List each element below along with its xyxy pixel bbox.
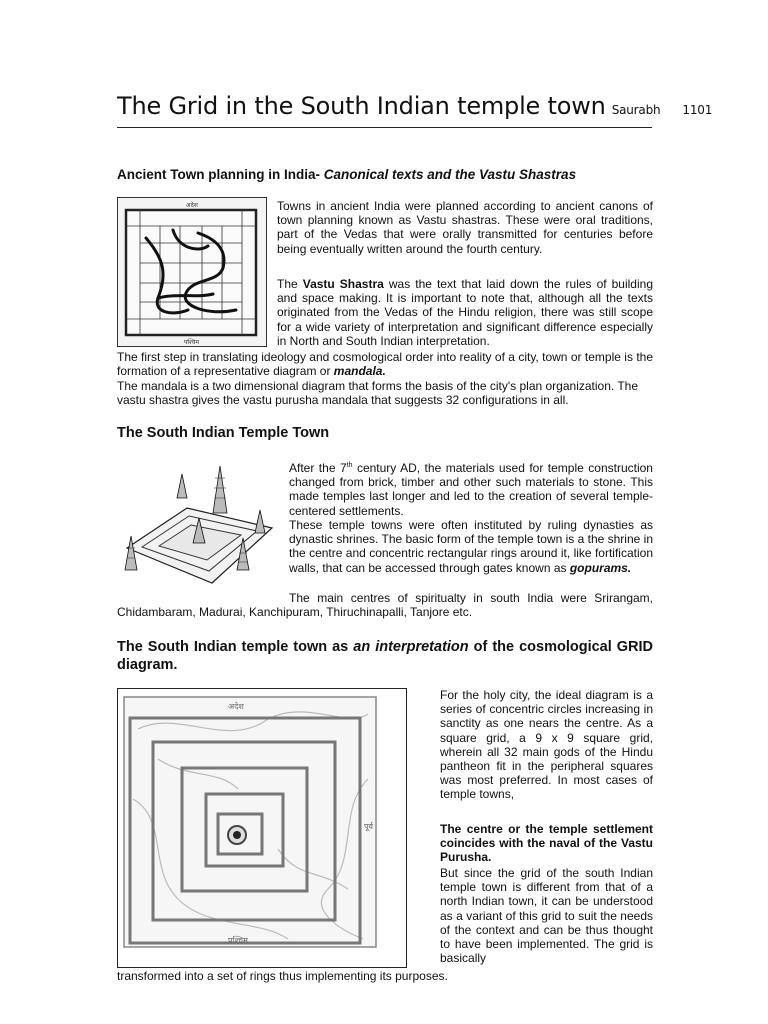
section3-para3-continued: transformed into a set of rings thus implementing its purposes.	[117, 969, 448, 983]
mandala-sketch-drawing	[118, 198, 266, 346]
section3-heading: The South Indian temple town as an interpretation of the cosmological GRID diagram.	[117, 639, 654, 673]
svg-text:अदेश: अदेश	[186, 202, 198, 209]
section3-para3: But since the grid of the south Indian temple town is different from that of a north Indian town, it can be understood as a variant of this grid to suit the needs of the context and can be thus thought to have been implemented. The grid is basically	[440, 866, 653, 966]
section3-para2: The centre or the temple settlement coincides with the naval of the Vastu Purusha.	[440, 822, 653, 865]
author-name: Saurabh	[611, 103, 661, 117]
page-title	[117, 92, 712, 120]
svg-text:पूर्व: पूर्व	[364, 822, 373, 831]
mandala-sketch-figure	[117, 197, 267, 347]
section3-para1: For the holy city, the ideal diagram is a series of concentric circles increasing in sanctity as one nears the centre. As a square grid, a 9 x 9 square grid, wherein all 32 main gods of the Hindu pantheon fit in the peripheral squares was most preferred. In most cases of temple towns,	[440, 688, 653, 802]
temple-town-drawing	[117, 458, 277, 596]
section1-para1: Towns in ancient India were planned according to ancient canons of town planning known as Vastu shastras. These were oral traditions, part of the Vedas that were orally transmitted for centuries before being eventually written around the fourth century.	[277, 199, 653, 256]
section1-para4: The mandala is a two dimensional diagram that forms the basis of the city's plan organization. The vastu shastra gives the vastu purusha mandala that suggests 32 configurations in all.	[117, 379, 639, 408]
section2-para3: The main centres of spiritualty in south India were Srirangam, Chidambaram, Madurai, Kanchipuram, Thiruchinapalli, Tanjore etc.	[117, 591, 653, 620]
svg-text:पश्चिम: पश्चिम	[184, 339, 199, 346]
section2-para1: After the 7th century AD, the materials used for temple construction changed from brick, timber and other such materials to stone. This made temples last longer and led to the creation of several temple-centered settlements.	[289, 461, 653, 518]
title-text: The Grid in the South Indian temple town	[117, 92, 606, 120]
section1-para3: The first step in translating ideology and cosmological order into reality of a city, town or temple is the formation of a representative diagram or mandala.	[117, 350, 653, 379]
svg-text:अदेश: अदेश	[228, 702, 244, 711]
grid-diagram-figure	[117, 688, 407, 968]
section2-para2: These temple towns were often instituted by ruling dynasties as dynastic shrines. The basic form of the temple town is a the shrine in the centre and concentric rectangular rings around it, like fortification walls, that can be accessed through gates known as gopurams.	[289, 518, 653, 575]
svg-text:पश्चिम: पश्चिम	[228, 936, 248, 945]
page-number: 1101	[682, 103, 713, 117]
section1-para2: The Vastu Shastra was the text that laid down the rules of building and space making. It is important to note that, although all the texts originated from the Vedas of the Hindu religion, there was still scope for a wide variety of interpretation and significant difference especially in North and South Indian interpretation.	[277, 277, 653, 348]
temple-town-figure	[117, 458, 277, 596]
grid-diagram-drawing	[118, 689, 406, 967]
section1-heading: Ancient Town planning in India- Canonical texts and the Vastu Shastras	[117, 167, 577, 182]
title-rule	[117, 127, 652, 128]
section2-heading: The South Indian Temple Town	[117, 425, 330, 441]
